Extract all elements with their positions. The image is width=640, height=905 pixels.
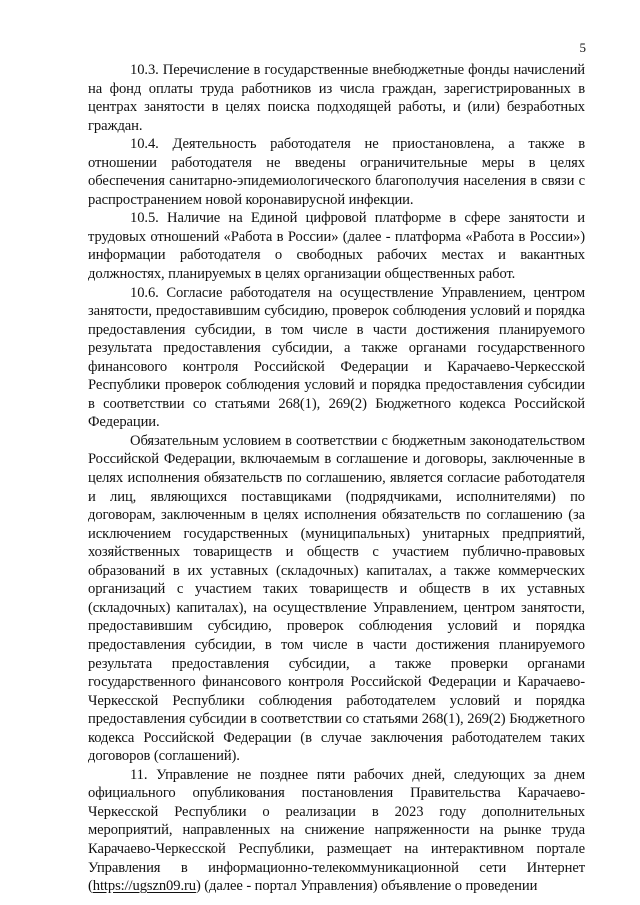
paragraph-11-text-after: ) (далее - портал Управления) объявление о проведении [195, 878, 538, 895]
paragraph-11-text-before: 11. Управление не позднее пяти рабочих дней, следующих за днем официального опубликования постановления Правительства Карачаево-Черкесской Республики о реализации в 2023 году дополнительных мероприятий, направленных на снижение напряженности на рынке труда Карачаево-Черкесской Республики, размещает на интерактивном портале Управления в информационно-телекоммуникационной сети Интернет ( [88, 766, 585, 895]
paragraph-mandatory-condition: Обязательным условием в соответствии с бюджетным законодательством Российской Федерации, включаемым в соглашение и договоры, заключенные в целях исполнения обязательств по соглашению, является согласие работодателя и лиц, являющихся поставщиками (подрядчиками, исполнителями) по договорам, заключенным в целях исполнения обязательств по соглашению (за исключением государственных (муниципальных) унитарных предприятий, хозяйственных товариществ и обществ с участием публично-правовых образований в их уставных (складочных) капиталах, а также коммерческих организаций с участием таких товариществ и обществ в их уставных (складочных) капиталах), на осуществление Управлением, центром занятости, предоставившим субсидию, проверок соблюдения условий и порядка предоставления субсидии, в том числе в части достижения планируемого результата предоставления субсидии, а также проверки органами государственного финансового контроля Российской Федерации и Карачаево-Черкесской Республики соблюдения работодателем условий и порядка предоставления субсидии в соответствии со статьями 268(1), 269(2) Бюджетного кодекса Российской Федерации (в случае заключения работодателем таких договоров (соглашений). [88, 432, 585, 765]
page-number: 5 [579, 40, 586, 55]
paragraph-10-4: 10.4. Деятельность работодателя не приостановлена, а также в отношении работодателя не введены ограничительные меры в целях обеспечения санитарно-эпидемиологического благополучия населения в связи с распространением новой коронавирусной инфекции. [88, 136, 585, 208]
paragraph-10-6: 10.6. Согласие работодателя на осуществление Управлением, центром занятости, предоставившим субсидию, проверок соблюдения условий и порядка предоставления субсидии, в том числе в части достижения планируемого результата предоставления субсидии, а также органами государственного финансового контроля Российской Федерации и Карачаево-Черкесской Республики проверок соблюдения условий и порядка предоставления субсидии в соответствии со статьями 268(1), 269(2) Бюджетного кодекса Российской Федерации. [88, 284, 585, 431]
paragraph-10-5: 10.5. Наличие на Единой цифровой платформе в сфере занятости и трудовых отношений «Работа в России» (далее - платформа «Работа в России») информации работодателя о свободных рабочих местах и вакантных должностях, планируемых в целях организации общественных работ. [88, 210, 585, 283]
portal-link[interactable]: https://ugszn09.ru [92, 878, 196, 895]
paragraph-10-3: 10.3. Перечисление в государственные внебюджетные фонды начислений на фонд оплаты труда работников из числа граждан, зарегистрированных в центрах занятости в целях поиска подходящей работы, и (или) безработных граждан. [88, 62, 585, 134]
document-body [88, 61, 585, 896]
paragraph-11 [88, 766, 585, 896]
